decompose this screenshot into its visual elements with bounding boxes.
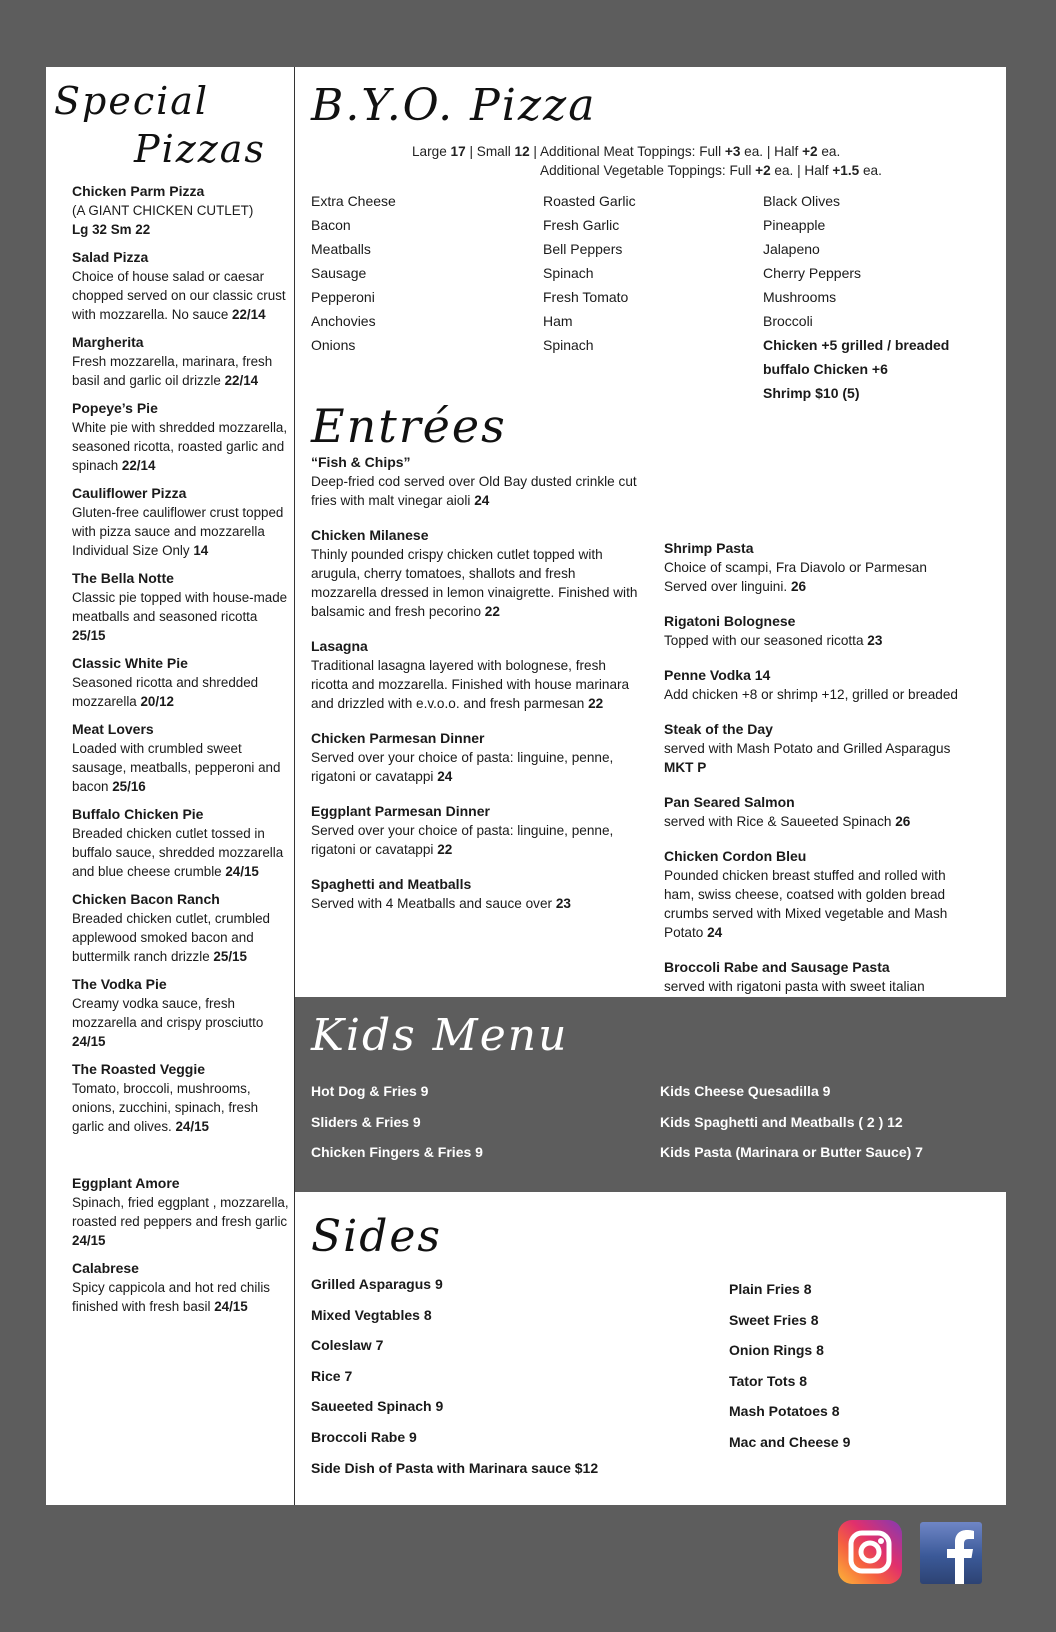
special-pizza-description (72, 739, 290, 796)
special-pizza-name: The Roasted Veggie (72, 1061, 206, 1077)
entree-name: Rigatoni Bolognese (664, 613, 796, 629)
special-pizza-description (72, 1079, 290, 1136)
byo-toppings-column-2 (543, 189, 636, 357)
entree-item (664, 847, 964, 942)
entree-desc-text: served with rigatoni pasta with sweet italian (664, 979, 925, 994)
entree-name: Broccoli Rabe and Sausage Pasta (664, 959, 890, 975)
special-pizza-desc-text: Breaded chicken cutlet tossed in buffalo sauce, shredded mozzarella and blue cheese crumble (72, 826, 284, 879)
entree-desc-text: Add chicken +8 or shrimp +12, grilled or breaded (664, 687, 958, 702)
entree-price: 22 (588, 696, 604, 711)
special-pizza-price: 25/15 (72, 628, 106, 643)
entree-name: Penne Vodka 14 (664, 667, 771, 683)
entree-price: 23 (867, 633, 883, 648)
entree-description (664, 631, 964, 650)
side-item: Mixed Vegtables 8 (311, 1306, 432, 1323)
entree-desc-text: served with Rice & Saueeted Spinach (664, 814, 892, 829)
special-pizza-description (72, 1193, 290, 1250)
entree-name: “Fish & Chips” (311, 454, 411, 470)
special-pizzas-section (46, 67, 295, 1505)
byo-topping: Broccoli (763, 313, 813, 329)
entree-price: 22 (437, 842, 453, 857)
entree-item (311, 729, 641, 786)
entree-name: Pan Seared Salmon (664, 794, 795, 810)
special-pizza-item (72, 484, 290, 560)
side-item: Side Dish of Pasta with Marinara sauce $12 (311, 1459, 599, 1476)
special-pizza-item (72, 1259, 290, 1316)
entree-item (311, 637, 641, 713)
entree-desc-text: Deep-fried cod served over Old Bay dusted crinkle cut fries with malt vinegar aioli (311, 474, 637, 508)
byo-topping: Spinach (543, 265, 594, 281)
entrees-left-column (311, 453, 641, 929)
special-pizza-price: 24/15 (72, 1233, 106, 1248)
entree-item (664, 539, 964, 596)
special-pizza-price: 14 (193, 543, 209, 558)
special-pizza-description (72, 352, 290, 390)
entree-description (311, 656, 641, 713)
entree-desc-text: served with Mash Potato and Grilled Asparagus (664, 741, 951, 756)
entree-item (664, 793, 964, 831)
special-pizzas-list (72, 182, 290, 1325)
entree-price: 26 (790, 579, 807, 594)
byo-topping: Pepperoni (311, 289, 375, 305)
entree-name: Lasagna (311, 638, 368, 654)
entree-description (311, 821, 641, 859)
side-item: Plain Fries 8 (729, 1281, 812, 1297)
special-pizza-price: 25/15 (213, 949, 247, 964)
sides-right-column (729, 1274, 850, 1458)
entree-price: 26 (895, 814, 911, 829)
byo-topping: Pineapple (763, 217, 826, 233)
kids-menu-item: Kids Pasta (Marinara or Butter Sauce) 7 (660, 1144, 923, 1160)
entree-item (311, 453, 641, 510)
entree-item (664, 612, 964, 650)
menu-sheet (46, 67, 1006, 1505)
special-pizza-desc-text: Breaded chicken cutlet, crumbled applewood smoked bacon and buttermilk ranch drizzle (72, 911, 270, 964)
instagram-icon[interactable] (838, 1520, 902, 1584)
special-pizza-item (72, 399, 290, 475)
special-pizza-desc-text: Spicy cappicola and hot red chilis finished with fresh basil (72, 1280, 270, 1314)
byo-price-line-2: Additional Vegetable Toppings: Full +2 ea. | Half +1.5 ea. (540, 163, 882, 178)
entree-name: Eggplant Parmesan Dinner (311, 803, 490, 819)
entree-description (664, 558, 964, 596)
entree-desc-text: Pounded chicken breast stuffed and rolled with ham, swiss cheese, coatsed with golden bread crumbs served with Mixed vegetable and Mash Potato (664, 868, 948, 940)
kids-menu-item: Hot Dog & Fries 9 (311, 1083, 429, 1099)
side-item: Sweet Fries 8 (729, 1311, 819, 1328)
entree-desc-text: Thinly pounded crispy chicken cutlet topped with arugula, cherry tomatoes, shallots and fresh mozzarella dressed in lemon vinaigrette. Finished with balsamic and fresh pecorino (311, 547, 638, 619)
entree-name: Shrimp Pasta (664, 540, 754, 556)
entree-desc-text: Served over your choice of pasta: linguine, penne, rigatoni or cavatappi (311, 823, 614, 857)
entree-name: Chicken Milanese (311, 527, 429, 543)
entrees-section (295, 397, 1006, 997)
special-pizza-desc-text: Classic pie topped with house-made meatballs and seasoned ricotta (72, 590, 288, 624)
byo-pizza-section (295, 67, 1006, 401)
byo-topping: Mushrooms (763, 289, 837, 305)
special-pizza-name: Classic White Pie (72, 655, 188, 671)
special-pizzas-title-line2: Pizzas (134, 127, 266, 171)
special-pizza-description (72, 1278, 290, 1316)
special-pizza-item (72, 890, 290, 966)
entree-description (311, 545, 641, 621)
facebook-icon[interactable] (920, 1522, 982, 1584)
side-item: Mash Potatoes 8 (729, 1403, 840, 1420)
kids-menu-item: Kids Spaghetti and Meatballs ( 2 ) 12 (660, 1113, 903, 1130)
entree-name: Chicken Cordon Bleu (664, 848, 807, 864)
special-pizza-price: 22/14 (121, 458, 156, 473)
byo-toppings-column-1 (311, 189, 396, 357)
side-item: Coleslaw 7 (311, 1337, 384, 1354)
special-pizza-name: Chicken Parm Pizza (72, 183, 205, 199)
entree-description (311, 472, 641, 510)
kids-menu-left-column (311, 1076, 483, 1168)
special-pizza-price: 24/15 (225, 864, 259, 879)
kids-menu-item: Chicken Fingers & Fries 9 (311, 1144, 483, 1160)
byo-price-line-1: Large 17 | Small 12 | Additional Meat Toppings: Full +3 ea. | Half +2 ea. (412, 144, 841, 159)
special-pizza-description (72, 418, 290, 475)
entree-item (664, 720, 964, 777)
byo-topping: Spinach (543, 337, 594, 353)
kids-menu-section (295, 997, 1006, 1192)
special-pizza-item (72, 1060, 290, 1136)
entree-desc-text: Topped with our seasoned ricotta (664, 633, 864, 648)
special-pizza-item (72, 333, 290, 390)
entree-desc-text: Served with 4 Meatballs and sauce over (311, 896, 553, 911)
special-pizza-desc-text: White pie with shredded mozzarella, seasoned ricotta, roasted garlic and spinach (72, 420, 288, 473)
special-pizza-price: 22/14 (232, 307, 266, 322)
side-item: Mac and Cheese 9 (729, 1433, 851, 1450)
entree-description (664, 739, 964, 777)
side-item: Onion Rings 8 (729, 1342, 824, 1359)
special-pizza-description (72, 588, 290, 645)
sides-title: Sides (311, 1211, 442, 1262)
entree-price: 22 (484, 604, 500, 619)
entree-description (664, 685, 964, 704)
byo-topping: Fresh Tomato (543, 289, 629, 305)
special-pizza-item (72, 248, 290, 324)
kids-menu-item: Kids Cheese Quesadilla 9 (660, 1083, 831, 1099)
special-pizza-description (72, 909, 290, 966)
special-pizza-price: 24/15 (175, 1119, 209, 1134)
side-item: Saueeted Spinach 9 (311, 1398, 444, 1415)
special-pizza-price: 24/15 (72, 1034, 106, 1049)
sides-section (295, 1192, 1006, 1505)
special-pizza-price: 24/15 (214, 1299, 248, 1314)
byo-topping: Bacon (311, 217, 351, 233)
entree-price: MKT P (664, 760, 707, 775)
byo-topping: Bell Peppers (543, 241, 623, 257)
byo-protein-topping: Shrimp $10 (5) (763, 385, 860, 401)
entrees-right-column (664, 539, 964, 1050)
side-item: Grilled Asparagus 9 (311, 1276, 443, 1292)
side-item: Tator Tots 8 (729, 1372, 808, 1389)
special-pizza-name: Chicken Bacon Ranch (72, 891, 220, 907)
byo-pizza-title: B.Y.O. Pizza (311, 80, 597, 131)
special-pizza-name: Buffalo Chicken Pie (72, 806, 204, 822)
entree-item (311, 526, 641, 621)
special-pizza-desc-text: Tomato, broccoli, mushrooms, onions, zucchini, spinach, fresh garlic and olives. (72, 1081, 259, 1134)
entree-price: 24 (707, 925, 723, 940)
entree-name: Chicken Parmesan Dinner (311, 730, 485, 746)
special-pizza-description (72, 673, 290, 711)
entree-description (311, 894, 641, 913)
entree-item (664, 666, 964, 704)
special-pizza-desc-text: Choice of house salad or caesar chopped served on our classic crust with mozzarella. No sauce (72, 269, 286, 322)
special-pizza-item (72, 182, 290, 239)
entree-description (664, 866, 964, 942)
entree-name: Steak of the Day (664, 721, 773, 737)
special-pizza-item (72, 720, 290, 796)
special-pizza-desc-text: Spinach, fried eggplant , mozzarella, roasted red peppers and fresh garlic (72, 1195, 289, 1229)
special-pizza-description (72, 201, 290, 220)
entree-description (311, 748, 641, 786)
special-pizza-price: Lg 32 Sm 22 (72, 222, 151, 237)
entree-price: 23 (555, 896, 571, 911)
byo-topping: Extra Cheese (311, 193, 396, 209)
special-pizza-desc-text: Loaded with crumbled sweet sausage, meatballs, pepperoni and bacon (72, 741, 281, 794)
special-pizza-name: Margherita (72, 334, 144, 350)
kids-menu-item: Sliders & Fries 9 (311, 1113, 421, 1130)
kids-menu-title: Kids Menu (311, 1010, 569, 1061)
entree-name: Spaghetti and Meatballs (311, 876, 472, 892)
special-pizza-price: 25/16 (112, 779, 146, 794)
entree-item (311, 802, 641, 859)
entree-price: 24 (437, 769, 453, 784)
special-pizza-item (72, 1174, 290, 1250)
sides-left-column (311, 1269, 598, 1483)
side-item: Rice 7 (311, 1367, 353, 1384)
special-pizza-description (72, 824, 290, 881)
special-pizza-description (72, 503, 290, 560)
byo-topping: Jalapeno (763, 241, 820, 257)
special-pizza-name: Calabrese (72, 1260, 139, 1276)
entrees-title: Entrées (311, 399, 507, 453)
byo-topping: Meatballs (311, 241, 371, 257)
special-pizza-desc-text: Fresh mozzarella, marinara, fresh basil and garlic oil drizzle (72, 354, 273, 388)
side-item: Broccoli Rabe 9 (311, 1428, 417, 1445)
special-pizza-item (72, 805, 290, 881)
special-pizza-price: 20/12 (140, 694, 174, 709)
special-pizzas-title-line1: Special (54, 79, 210, 123)
byo-protein-topping: Chicken +5 grilled / breaded (763, 337, 950, 353)
special-pizza-name: Eggplant Amore (72, 1175, 180, 1191)
byo-topping: Fresh Garlic (543, 217, 620, 233)
byo-topping: Ham (543, 313, 573, 329)
special-pizza-name: Cauliflower Pizza (72, 485, 187, 501)
special-pizza-desc-text: Gluten-free cauliflower crust topped with pizza sauce and mozzarella Individual Size Only (72, 505, 284, 558)
kids-menu-right-column (660, 1076, 923, 1168)
entree-price: 24 (474, 493, 490, 508)
byo-topping: Onions (311, 337, 356, 353)
byo-protein-topping: buffalo Chicken +6 (763, 361, 888, 377)
entree-item (311, 875, 641, 913)
special-pizza-desc-text: (A GIANT CHICKEN CUTLET) (72, 203, 254, 218)
entree-description (664, 812, 964, 831)
entree-desc-text: Traditional lasagna layered with bolognese, fresh ricotta and mozzarella. Finished with house marinara and drizzled with e.v.o.o. and fresh parmesan (311, 658, 630, 711)
special-pizza-name: Meat Lovers (72, 721, 154, 737)
special-pizza-item (72, 569, 290, 645)
special-pizza-description (72, 994, 290, 1051)
special-pizza-name: Salad Pizza (72, 249, 149, 265)
special-pizza-item (72, 654, 290, 711)
byo-topping: Black Olives (763, 193, 841, 209)
special-pizza-desc-text: Creamy vodka sauce, fresh mozzarella and crispy prosciutto (72, 996, 264, 1030)
special-pizza-name: The Vodka Pie (72, 976, 167, 992)
special-pizza-item (72, 975, 290, 1051)
special-pizza-price: 22/14 (224, 373, 259, 388)
byo-topping: Sausage (311, 265, 367, 281)
special-pizza-desc-text: Seasoned ricotta and shredded mozzarella (72, 675, 259, 709)
entree-desc-text: Choice of scampi, Fra Diavolo or Parmesan Served over linguini. (664, 560, 927, 594)
special-pizza-name: Popeye’s Pie (72, 400, 158, 416)
special-pizza-description (72, 267, 290, 324)
entree-desc-text: Served over your choice of pasta: linguine, penne, rigatoni or cavatappi (311, 750, 614, 784)
byo-topping: Anchovies (311, 313, 376, 329)
byo-topping: Cherry Peppers (763, 265, 862, 281)
byo-topping: Roasted Garlic (543, 193, 636, 209)
special-pizza-name: The Bella Notte (72, 570, 174, 586)
byo-toppings-column-3 (763, 189, 949, 405)
